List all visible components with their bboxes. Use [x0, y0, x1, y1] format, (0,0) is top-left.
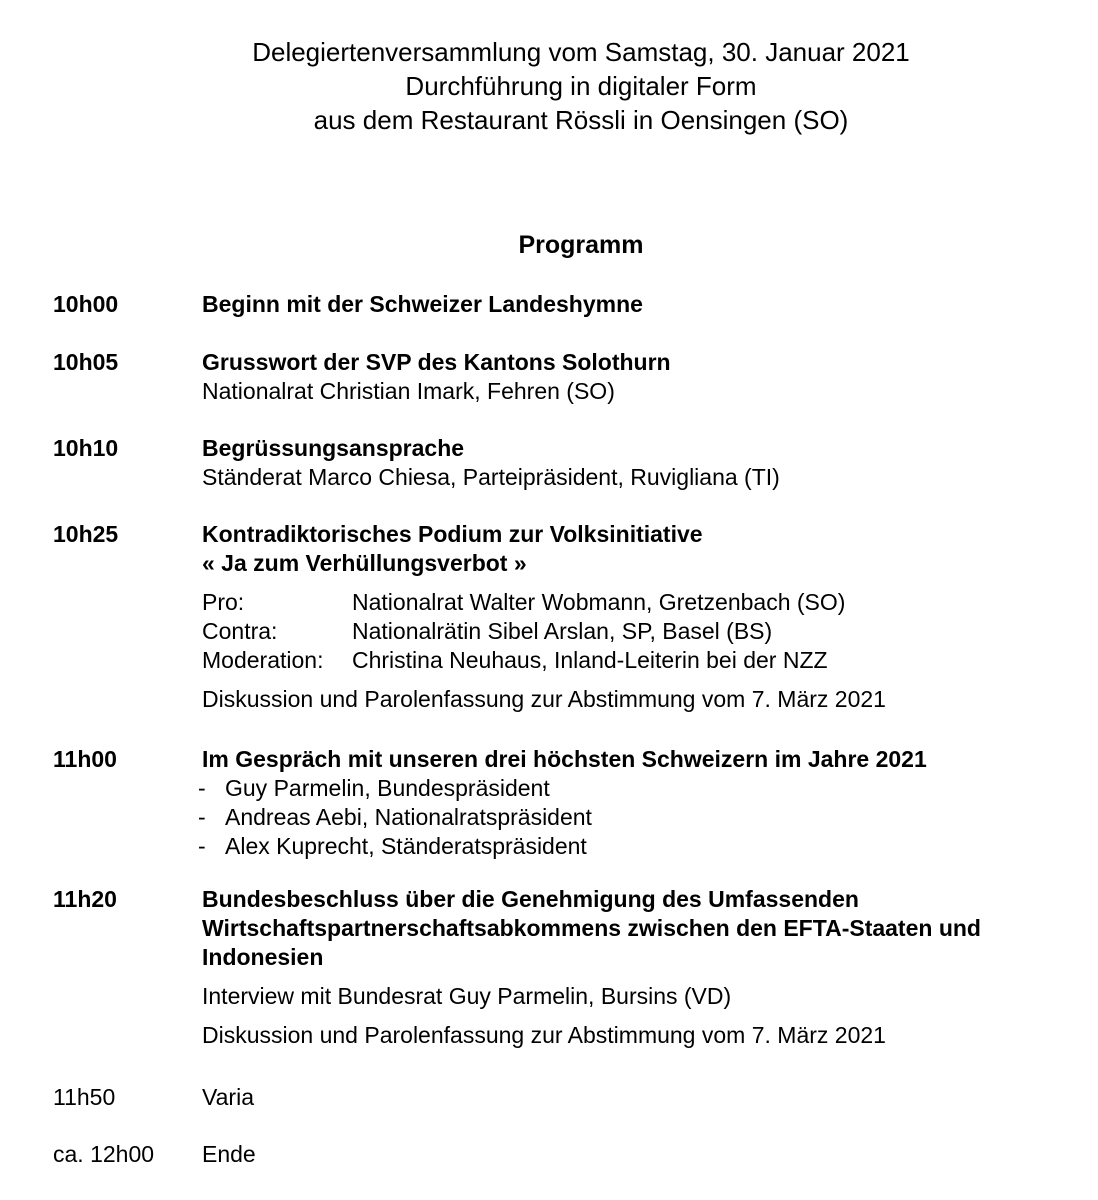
agenda-time: 11h50	[53, 1084, 116, 1110]
role-label: Moderation:	[202, 647, 324, 673]
role-value: Nationalrätin Sibel Arslan, SP, Basel (BS)	[352, 618, 773, 644]
agenda-heading: Beginn mit der Schweizer Landeshymne	[202, 291, 643, 317]
bullet-text: Guy Parmelin, Bundespräsident	[225, 775, 550, 801]
role-label: Contra:	[202, 618, 278, 644]
agenda-heading: Grusswort der SVP des Kantons Solothurn	[202, 349, 671, 375]
agenda-item	[53, 290, 1078, 319]
bullet-dash: -	[198, 775, 206, 801]
document-header	[0, 35, 1098, 137]
agenda-note: Diskussion und Parolenfassung zur Abstimmung vom 7. März 2021	[202, 686, 886, 712]
agenda-time: 10h10	[53, 435, 119, 461]
header-line-2: Durchführung in digitaler Form	[405, 71, 757, 101]
agenda-time: 10h05	[53, 349, 119, 375]
role-row	[202, 617, 1078, 646]
program-title: Programm	[518, 231, 644, 259]
agenda-heading-initiative: « Ja zum Verhüllungsverbot »	[202, 550, 527, 576]
agenda-speaker: Nationalrat Christian Imark, Fehren (SO)	[202, 378, 615, 404]
agenda-item	[53, 434, 1078, 492]
agenda-time: 11h20	[53, 886, 117, 912]
agenda-text: Varia	[202, 1084, 254, 1110]
agenda-item	[53, 745, 1078, 861]
bullet-dash: -	[198, 833, 206, 859]
role-value: Christina Neuhaus, Inland-Leiterin bei der NZZ	[352, 647, 828, 673]
agenda-item	[53, 1083, 1078, 1112]
agenda-item	[53, 885, 1078, 1050]
agenda-item	[53, 1140, 1078, 1169]
header-line-1: Delegiertenversammlung vom Samstag, 30. Januar 2021	[252, 37, 910, 67]
agenda-heading: Kontradiktorisches Podium zur Volksinitiative	[202, 521, 703, 547]
agenda-speaker: Ständerat Marco Chiesa, Parteipräsident, Ruvigliana (TI)	[202, 464, 780, 490]
agenda-item	[53, 520, 1078, 714]
header-line-3: aus dem Restaurant Rössli in Oensingen (SO)	[313, 105, 849, 135]
agenda-item	[53, 348, 1078, 406]
agenda-time: 11h00	[53, 746, 117, 772]
role-label: Pro:	[202, 589, 245, 615]
role-row	[202, 588, 1078, 617]
agenda-text: Ende	[202, 1141, 256, 1167]
role-value: Nationalrat Walter Wobmann, Gretzenbach (SO)	[352, 589, 846, 615]
podium-roles	[202, 588, 1078, 675]
agenda-heading-line: Bundesbeschluss über die Genehmigung des Umfassenden	[202, 886, 859, 912]
agenda-time: ca. 12h00	[53, 1141, 155, 1167]
agenda-note: Diskussion und Parolenfassung zur Abstimmung vom 7. März 2021	[202, 1022, 886, 1048]
bullet-text: Alex Kuprecht, Ständeratspräsident	[225, 833, 587, 859]
agenda-time: 10h25	[53, 521, 119, 547]
agenda-heading: Begrüssungsansprache	[202, 435, 465, 461]
agenda-heading: Im Gespräch mit unseren drei höchsten Schweizern im Jahre 2021	[202, 746, 927, 772]
role-row	[202, 646, 1078, 675]
agenda-heading-line: Wirtschaftspartnerschaftsabkommens zwischen den EFTA-Staaten und	[202, 915, 981, 941]
bullet-item	[198, 774, 1078, 803]
agenda-time: 10h00	[53, 291, 119, 317]
bullet-text: Andreas Aebi, Nationalratspräsident	[225, 804, 592, 830]
bullet-item	[198, 803, 1078, 832]
bullet-dash: -	[198, 804, 206, 830]
agenda-heading-line: Indonesien	[202, 944, 324, 970]
agenda-interview: Interview mit Bundesrat Guy Parmelin, Bursins (VD)	[202, 983, 732, 1009]
bullet-item	[198, 832, 1078, 861]
